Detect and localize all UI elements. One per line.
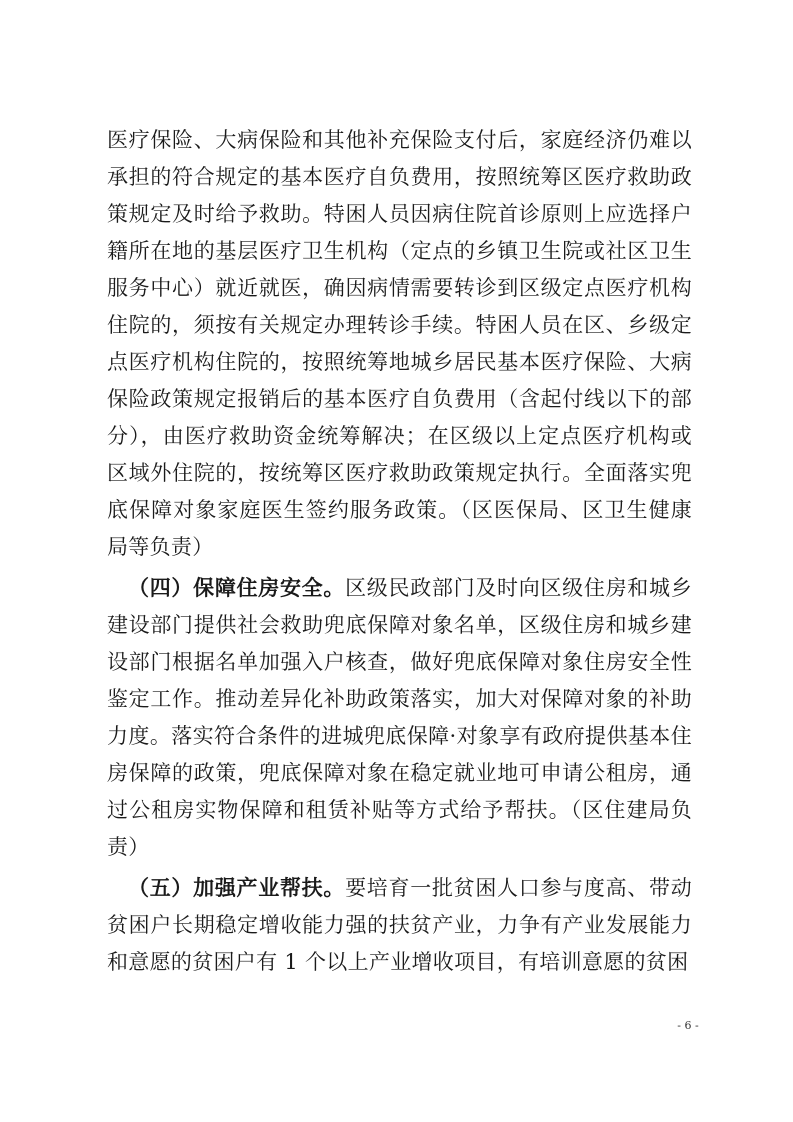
paragraph-text: 区级民政部门及时向区级住房和城乡建设部门提供社会救助兜底保障对象名单，区级住房和城乡建设部门根据名单加强入户核查，做好兜底保障对象住房安全性鉴定工作。推动差异化补助政策落实，加大对保障对象的补助力度。落实符合条件的进城兜底保障·对象享有政府提供基本住房保障的政策，兜底保障对象在稳定就业地可申请公租房，通过公租房实物保障和租赁补贴等方式给予帮扶。（区住建局负责） xyxy=(107,576,692,859)
document-body xyxy=(107,122,692,981)
paragraph-industry-support xyxy=(107,869,692,981)
page-number: - 6 - xyxy=(677,1019,699,1032)
paragraph-medical-assistance xyxy=(107,122,692,566)
section-heading-housing-safety: （四）保障住房安全。 xyxy=(128,575,346,600)
paragraph-housing-safety xyxy=(107,569,692,866)
paragraph-text: 医疗保险、大病保险和其他补充保险支付后，家庭经济仍难以承担的符合规定的基本医疗自负费用，按照统筹区医疗救助政策规定及时给予救助。特困人员因病住院首诊原则上应选择户籍所在地的基层医疗卫生机构（定点的乡镇卫生院或社区卫生服务中心）就近就医，确因病情需要转诊到区级定点医疗机构住院的，须按有关规定办理转诊手续。特困人员在区、乡级定点医疗机构住院的，按照统筹地城乡居民基本医疗保险、大病保险政策规定报销后的基本医疗自负费用（含起付线以下的部分），由医疗救助资金统筹解决；在区级以上定点医疗机构或区域外住院的，按统筹区医疗救助政策规定执行。全面落实兜底保障对象家庭医生签约服务政策。（区医保局、区卫生健康局等负责） xyxy=(107,128,692,559)
section-heading-industry-support: （五）加强产业帮扶。 xyxy=(128,875,346,900)
paragraph-text: 要培育一批贫困人口参与度高、带动贫困户长期稳定增收能力强的扶贫产业，力争有产业发展能力和意愿的贫困户有 1 个以上产业增收项目，有培训意愿的贫困 xyxy=(107,876,692,974)
